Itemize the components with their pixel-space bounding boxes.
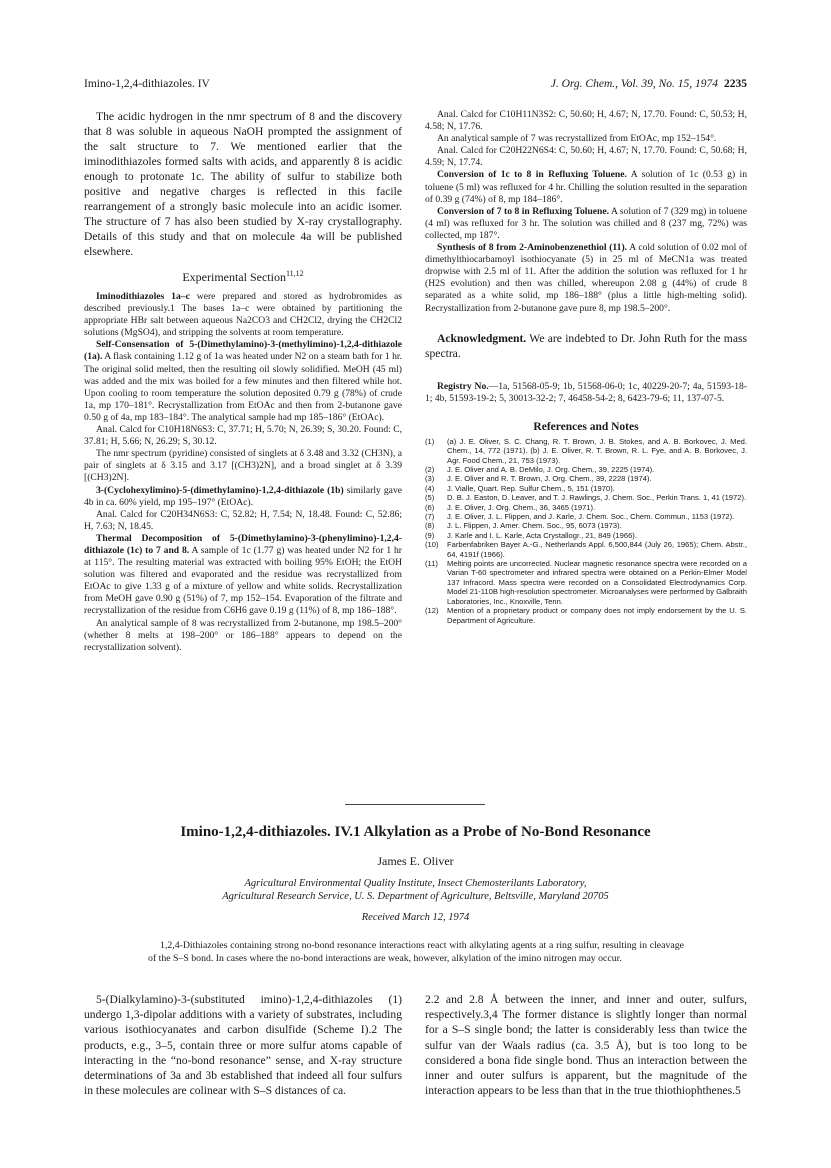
exp-paragraph-6: Anal. Calcd for C20H34N6S3: C, 52.82; H, 7.54; N, 18.48. Found: C, 52.86; H, 7.63; N, 18.45. (84, 508, 402, 532)
article-divider (345, 804, 485, 805)
reference-item (425, 540, 747, 559)
body-paragraph-right: 2.2 and 2.8 Å between the inner, and inner and outer, sulfurs, respectively.3,4 The former distance is slightly longer than normal for a S–S single bond; the latter is considerably less than twice the sulfur van der Waals radius (ca. 3.5 Å), but is too long to be considered a bona fide single bond. Thus an interaction between the inner and outer sulfurs is apparent, but the magnitude of the interaction appears to be less than that in the true thiothiophthenes.5 (425, 993, 747, 1098)
reference-text: J. L. Flippen, J. Amer. Chem. Soc., 95, 6073 (1973). (447, 521, 622, 531)
exp-text-1: were prepared and stored as hydrobromides as described previously.1 The bases 1a–c were obtained by partitioning the appropriate HBr salt between aqueous Na2CO3 and CH2Cl2, drying the CH2Cl2 solutions (MgSO4), and stripping the solvents at room temperature. (84, 291, 402, 339)
anal-paragraph-2: An analytical sample of 7 was recrystallized from EtOAc, mp 152–154°. (437, 133, 717, 145)
reference-text: Farbenfabriken Bayer A.-G., Netherlands Appl. 6,500,844 (July 26, 1965); Chem. Abstr., 64, 4191f (1966). (447, 540, 747, 559)
reference-item (425, 606, 747, 625)
reference-number: (11) (425, 559, 438, 569)
references-heading: References and Notes (533, 420, 639, 433)
reference-number: (9) (425, 530, 435, 540)
reference-text: J. E. Oliver, J. Org. Chem., 36, 3465 (1971). (447, 502, 596, 512)
running-head (84, 78, 747, 96)
synthesis-text: A cold solution of 0.02 mol of dimethylthiocarbamoyl isothiocyanate (5) in 25 ml of MeCN1a was treated dropwise with 2.5 ml of 11. After the addition the solution was refluxed for 1 hr (H2S evolution) and then was chilled, whereupon 2.08 g (44%) of crude 8 separated as a white solid, mp 186–188° (plus a little high-melting solid). Recrystallization from 2-butanone gave pure 8, mp 198.5–200°. (425, 242, 747, 314)
conversion-text-2: A solution of 7 (329 mg) in toluene (4 ml) was refluxed for 3 hr. The solution was chilled and 8 (237 mg, 72%) was collected, mp 187°. (425, 205, 747, 241)
exp-paragraph-7 (84, 533, 402, 618)
reference-text: J. Vialle, Quart. Rep. Sulfur Chem., 5, 151 (1970). (447, 483, 615, 493)
reference-number: (6) (425, 502, 435, 512)
conversion-text-1: A solution of 1c (0.53 g) in toluene (5 ml) was refluxed for 4 hr. Chilling the solution resulted in the separation of 0.39 g (74%) of 8, mp 184–186°. (425, 169, 747, 205)
reference-number: (4) (425, 483, 435, 493)
author-affiliation (0, 877, 831, 903)
section-title: Experimental Section (182, 270, 286, 284)
reference-list (425, 437, 747, 625)
reference-number: (7) (425, 512, 435, 522)
exp-paragraph-1 (84, 291, 402, 339)
reference-item (425, 437, 747, 465)
experimental-section-heading (84, 269, 402, 285)
reference-item (425, 493, 747, 502)
page-number: 2235 (724, 78, 747, 90)
body-paragraph-left: 5-(Dialkylamino)-3-(substituted imino)-1,2,4-dithiazoles (1) undergo 1,3-dipolar additions with a variety of substrates, including various isothiocyanates and carbon disulfide (Scheme I).2 The products, e.g., 3–5, contain three or more sulfur atoms capable of interacting in the “no-bond resonance” sense, and X-ray structure determinations of 3a and 3b established that indeed all four sulfurs in these molecules are colinear with S–S distances of ca. (84, 993, 402, 1098)
registry-heading: Registry No. (437, 380, 489, 392)
reference-number: (12) (425, 606, 439, 616)
reference-item (425, 474, 747, 483)
left-column (84, 109, 402, 654)
reference-text: J. E. Oliver, J. L. Flippen, and J. Karle, J. Chem. Soc., Chem. Commun., 1153 (1972). (447, 512, 735, 522)
abstract: 1,2,4-Dithiazoles containing strong no-bond resonance interactions react with alkylating agents at a ring sulfur, resulting in cleavage of the S–S bond. In cases where the no-bond interactions are weak, however, alkylation of the imino nitrogen may occur. (148, 940, 684, 964)
acknowledgment-heading: Acknowledgment. (437, 331, 527, 345)
synthesis-heading: Synthesis of 8 from 2-Aminobenzenethiol (11). (437, 242, 628, 254)
exp-heading-7: Thermal Decomposition of 5-(Dimethylamino)-3-(phenylimino)-1,2,4-dithiazole (1c) to 7 and 8. (84, 532, 402, 556)
exp-paragraph-5 (84, 485, 402, 509)
reference-item (425, 484, 747, 493)
intro-paragraph: The acidic hydrogen in the nmr spectrum of 8 and the discovery that 8 was soluble in aqueous NaOH prompted the assignment of the salt structure to 7. We mentioned earlier that the iminodithiazoles formed salts with acids, and apparently 8 is acidic enough to protonate 1c. The ability of sulfur to stabilize both positive and negative charges is reflected in this facile rearrangement of a strongly basic molecule into an acidic isomer. The structure of 7 has also been studied by X-ray crystallography. Details of this study and that on molecule 4a will be published elsewhere. (84, 110, 402, 258)
reference-text: (a) J. E. Oliver, S. C. Chang, R. T. Brown, J. B. Stokes, and A. B. Borkovec, J. Med. Chem., 14, 772 (1971). (b) J. E. Oliver, R. T. Brown, R. L. Fye, and A. B. Borkovec, J. Agr. Food Chem., 21, 753 (1973). (447, 436, 747, 465)
acknowledgment (425, 331, 747, 361)
reference-text: J. E. Oliver and A. B. DeMilo, J. Org. Chem., 39, 2225 (1974). (447, 465, 655, 474)
reference-number: (1) (425, 436, 435, 446)
reference-text: Mention of a proprietary product or company does not imply endorsement by the U. S. Department of Agriculture. (447, 606, 747, 625)
article-body-right (425, 992, 747, 1098)
reference-text: Melting points are uncorrected. Nuclear magnetic resonance spectra were recorded on a Varian T-60 spectrometer and infrared spectra were obtained on a Perkin-Elmer Model 137 Infracord. Mass spectra were recorded on a Consolidated Electrodynamics Corp. Model 21-110B high-resolution spectrometer. Microanalyses were performed by Galbraith Laboratories, Inc., Knoxville, Tenn. (447, 559, 747, 606)
anal-paragraph-1: Anal. Calcd for C10H11N3S2: C, 50.60; H, 4.67; N, 17.70. Found: C, 50.53; H, 4.58; N, 17.76. (425, 109, 747, 133)
affiliation-line-1: Agricultural Environmental Quality Institute, Insect Chemosterilants Laboratory, (244, 878, 587, 889)
running-head-title: Imino-1,2,4-dithiazoles. IV (84, 78, 210, 90)
reference-number: (5) (425, 493, 435, 503)
exp-paragraph-4: The nmr spectrum (pyridine) consisted of singlets at δ 3.48 and 3.32 (CH3N), a pair of singlets at δ 3.15 and 3.17 [(CH3)2N], and a broad singlet at δ 3.39 [(CH3)2N]. (84, 448, 402, 484)
exp-heading-5: 3-(Cyclohexylimino)-5-(dimethylamino)-1,2,4-dithiazole (1b) (96, 484, 344, 496)
reference-item (425, 521, 747, 530)
affiliation-line-2: Agricultural Research Service, U. S. Department of Agriculture, Beltsville, Maryland 20705 (222, 891, 609, 902)
reference-item (425, 503, 747, 512)
exp-paragraph-3: Anal. Calcd for C10H18N6S3: C, 37.71; H, 5.70; N, 26.39; S, 30.20. Found: C, 37.81; H, 5.66; N, 26.29; S, 30.12. (84, 424, 402, 448)
conversion-paragraph-2 (425, 206, 747, 242)
anal-paragraph-3: Anal. Calcd for C20H22N6S4: C, 50.60; H, 4.67; N, 17.70. Found: C, 50.68; H, 4.59; N, 17.74. (425, 145, 747, 169)
reference-item (425, 559, 747, 606)
synthesis-paragraph (425, 242, 747, 315)
exp-text-5: similarly gave 4b in ca. 60% yield, mp 195–197° (EtOAc). (84, 484, 402, 508)
reference-text: D. B. J. Easton, D. Leaver, and T. J. Rawlings, J. Chem. Soc., Perkin Trans. 1, 41 (1972). (447, 493, 747, 503)
article-title: Imino-1,2,4-dithiazoles. IV.1 Alkylation as a Probe of No-Bond Resonance (180, 824, 651, 840)
exp-paragraph-8: An analytical sample of 8 was recrystallized from 2-butanone, mp 198.5–200° (whether 8 melts at 198–200° or 186–188° appears to depend on the recrystallization solvent). (84, 617, 402, 653)
reference-number: (8) (425, 521, 435, 531)
reference-item (425, 531, 747, 540)
acknowledgment-text: We are indebted to Dr. John Ruth for the mass spectra. (425, 331, 747, 360)
article-body-left (84, 992, 402, 1098)
journal-citation: J. Org. Chem., Vol. 39, No. 15, 1974 (550, 78, 718, 90)
section-title-sup: 11,12 (285, 269, 304, 278)
reference-text: J. Karle and I. L. Karle, Acta Crystallogr., 21, 849 (1966). (447, 530, 637, 540)
article-author: James E. Oliver (377, 854, 454, 868)
reference-number: (2) (425, 465, 435, 474)
reference-number: (10) (425, 540, 439, 550)
exp-text-2: A flask containing 1.12 g of 1a was heated under N2 on a steam bath for 1 hr. The original solid melted, then the resulting oil slowly solidified. MeOH (45 ml) was added and the mix was boiled for a few minutes and then filtered while hot. Upon cooling to room temperature the solution deposited 0.79 g (78%) of crude 1a, mp 170–181°. Recrystallization from EtOAc and then from 2-butanone gave 0.50 g of 4a, mp 183–184°. The analytical sample had mp 185–186° (EtOAc). (84, 351, 402, 423)
registry-numbers (425, 381, 747, 405)
registry-text: —1a, 51568-05-9; 1b, 51568-06-0; 1c, 40229-20-7; 4a, 51593-18-1; 4b, 51593-19-2; 5, 30013-32-2; 7, 46458-54-2; 8, 6423-79-6; 11, 137-07-5. (425, 380, 747, 404)
reference-item (425, 465, 747, 474)
reference-item (425, 512, 747, 521)
right-column (425, 109, 747, 625)
exp-paragraph-2 (84, 339, 402, 424)
reference-number: (3) (425, 474, 435, 484)
exp-heading-1: Iminodithiazoles 1a–c (96, 291, 190, 302)
conversion-paragraph-1 (425, 169, 747, 205)
conversion-heading-1: Conversion of 1c to 8 in Refluxing Toluene. (437, 169, 627, 181)
exp-text-7: A sample of 1c (1.77 g) was heated under N2 for 1 hr at 115°. The resulting material was extracted with boiling 95% EtOH; the EtOH solution was filtered and evaporated and the residue was recrystallized from EtOAc to give 1.33 g of a mixture of yellow and white solids. Recrystallization from MeOH gave 0.90 g (51%) of 7, mp 152–154. Evaporation of the filtrate and recrystallization of the residue from C6H6 gave 0.19 g (11%) of 8, mp 186–188°. (84, 544, 402, 617)
exp-heading-2: Self-Consensation of 5-(Dimethylamino)-3-(methylimino)-1,2,4-dithiazole (1a). (84, 339, 402, 363)
running-head-journal (551, 78, 747, 90)
received-date: Received March 12, 1974 (361, 912, 470, 923)
reference-text: J. E. Oliver and R. T. Brown, J. Org. Chem., 39, 2228 (1974). (447, 474, 652, 484)
conversion-heading-2: Conversion of 7 to 8 in Refluxing Toluene. (437, 205, 610, 217)
